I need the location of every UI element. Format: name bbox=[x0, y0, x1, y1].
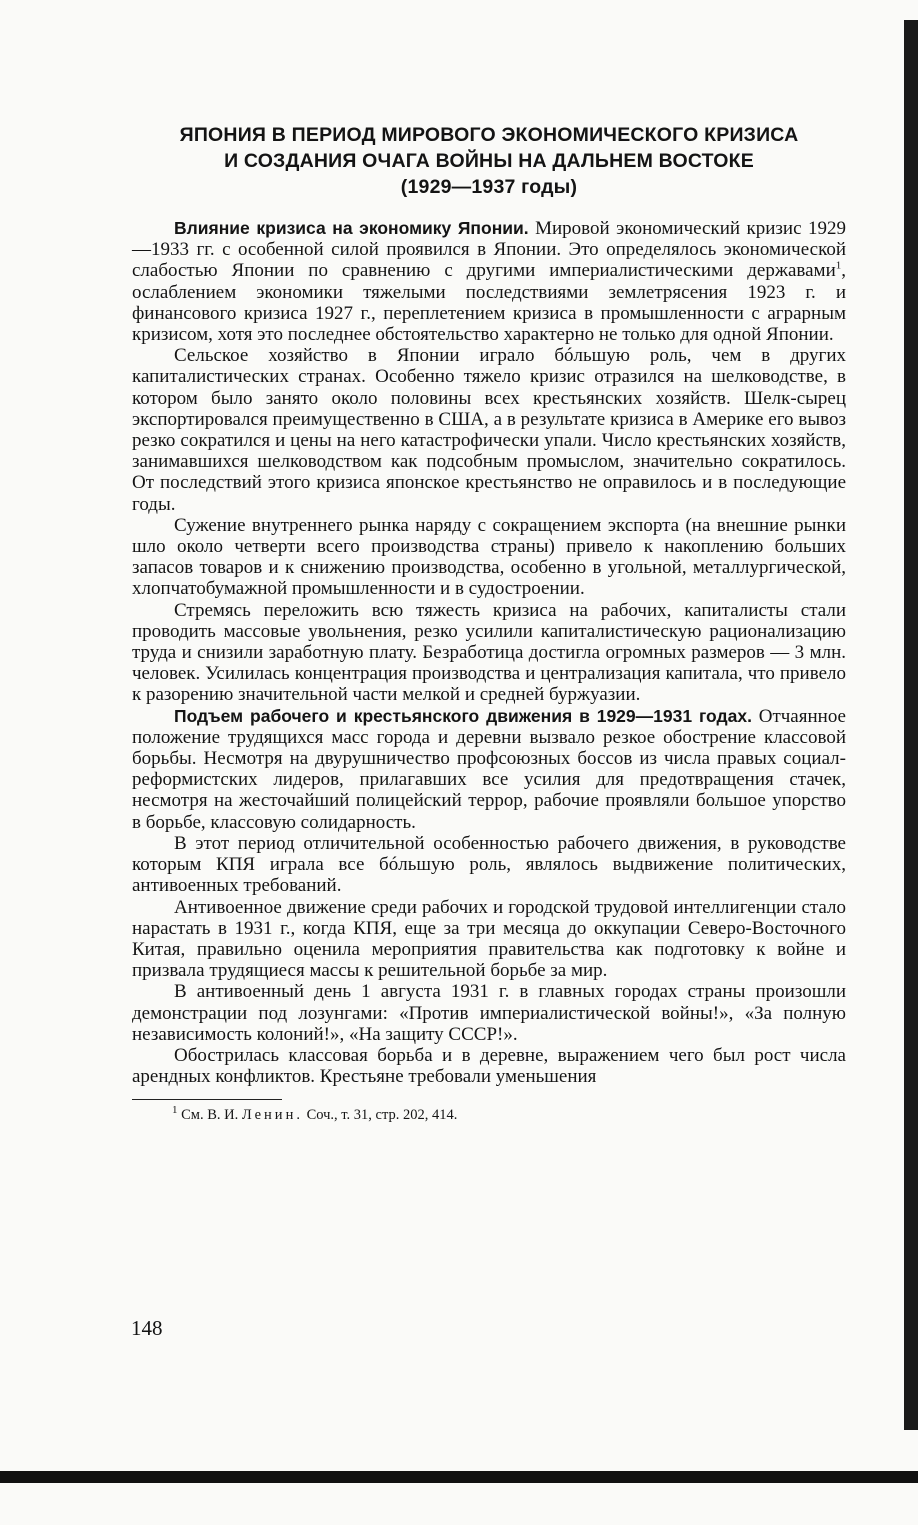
footnote bbox=[132, 1106, 846, 1124]
footnote-divider bbox=[132, 1099, 282, 1100]
footnote-mark: 1 bbox=[172, 1104, 178, 1117]
section-heading-crisis: Влияние кризиса на экономику Японии. bbox=[174, 218, 529, 238]
chapter-title bbox=[132, 122, 846, 200]
paragraph-1-text-a: Мировой экономический кризис 1929—1933 гг. с особенной силой проявился в Японии. Это определялось экономической слабостью Японии по сравнению с другими империалистическими державами bbox=[132, 218, 846, 282]
paragraph-8: В антивоенный день 1 августа 1931 г. в главных городах страны произошли демонстрации под лозунгами: «Против империалистической войны!», «За полную независимость колоний!», «На защиту СССР!». bbox=[132, 981, 846, 1045]
section-heading-movement: Подъем рабочего и крестьянского движения в 1929—1931 годах. bbox=[174, 705, 752, 726]
paragraph-3: Сужение внутреннего рынка наряду с сокращением экспорта (на внешние рынки шло около четверти всего производства страны) привело к накоплению больших запасов товаров и к снижению производства, особенно в угольной, металлургической, хлопчатобумажной промышленности и в судостроении. bbox=[132, 514, 846, 600]
paragraph-7: Антивоенное движение среди рабочих и городской трудовой интеллигенции стало нарастать в 1931 г., когда КПЯ, еще за три месяца до оккупации Северо-Восточного Китая, правильно оценила мероприятия правительства как подготовку к войне и призвала трудящиеся массы к решительной борьбе за мир. bbox=[132, 896, 846, 982]
paragraph-4: Стремясь переложить всю тяжесть кризиса на рабочих, капиталисты стали проводить массовые увольнения, резко усилили капиталистическую рационализацию труда и снизили заработную плату. Безработица достигла огромных размеров — 3 млн. человек. Усилилась концентрация производства и централизация капитала, что привело к разорению значительной части мелкой и средней буржуазии. bbox=[132, 599, 846, 706]
paragraph-1 bbox=[132, 218, 846, 345]
scan-edge-right bbox=[904, 20, 918, 1430]
footnote-text-a: См. В. И. bbox=[177, 1107, 242, 1124]
chapter-title-line-2: И СОЗДАНИЯ ОЧАГА ВОЙНЫ НА ДАЛЬНЕМ ВОСТОКЕ bbox=[224, 150, 754, 172]
page-content bbox=[132, 122, 846, 1124]
paragraph-5-text: Отчаянное положение трудящихся масс города и деревни вызвало резкое обострение классовой борьбы. Несмотря на двурушничество профсоюзных боссов из числа правых социал-реформистских лидеров, прилагавших все усилия для предотвращения стачек, несмотря на жесточайший полицейский террор, рабочие проявляли большое упорство в борьбе, классовую солидарность. bbox=[132, 705, 846, 833]
paragraph-9: Обострилась классовая борьба и в деревне, выражением чего был рост числа арендных конфликтов. Крестьяне требовали уменьшения bbox=[132, 1044, 846, 1088]
paragraph-2: Сельское хозяйство в Японии играло бóльшую роль, чем в других капиталистических странах. Особенно тяжело кризис отразился на шелководстве, в котором было занято около половины всех крестьянских хозяйств. Шелк-сырец экспортировался преимущественно в США, а в результате кризиса в Америке его вывоз резко сократился и цены на него катастрофически упали. Число крестьянских хозяйств, занимавшихся шелководством как подсобным промыслом, значительно сократилось. От последствий этого кризиса японское крестьянство не оправилось и в последующие годы. bbox=[132, 345, 846, 515]
paragraph-1-text-b: , ослаблением экономики тяжелыми последствиями землетрясения 1923 г. и финансового кризиса 1927 г., переплетением кризиса в промышленности с аграрным кризисом, хотя это последнее обстоятельство характерно не только для одной Японии. bbox=[132, 260, 846, 346]
paragraph-5 bbox=[132, 706, 846, 833]
footnote-text-b: Соч., т. 31, стр. 202, 414. bbox=[302, 1107, 458, 1124]
chapter-title-years: (1929—1937 годы) bbox=[400, 176, 578, 198]
footnote-ref: 1 bbox=[835, 260, 842, 273]
footnote-author: Ленин. bbox=[241, 1107, 303, 1124]
paragraph-6: В этот период отличительной особенностью рабочего движения, в руководстве которым КПЯ играла все бóльшую роль, являлось выдвижение политических, антивоенных требований. bbox=[132, 832, 846, 897]
scan-edge-bottom bbox=[0, 1471, 918, 1483]
page-number: 148 bbox=[131, 1316, 163, 1340]
chapter-title-line-1: ЯПОНИЯ В ПЕРИОД МИРОВОГО ЭКОНОМИЧЕСКОГО КРИЗИСА bbox=[179, 124, 799, 146]
